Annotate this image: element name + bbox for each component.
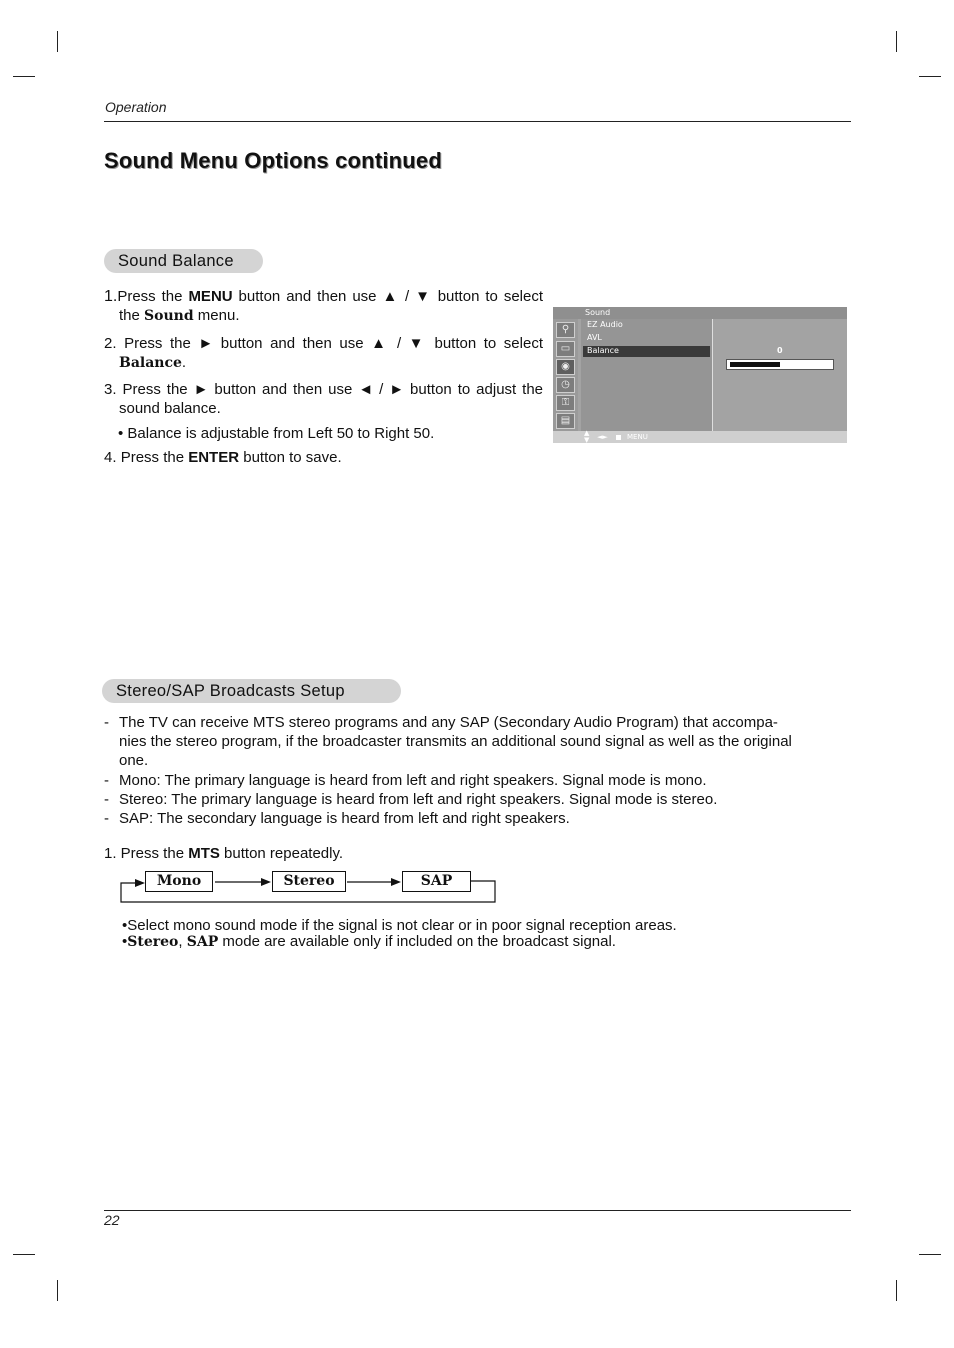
osd-balance-bar-fill — [730, 362, 780, 367]
mode-item-mono: - Mono: The primary language is heard from left and right speakers. Signal mode is mono. — [104, 772, 707, 789]
osd-title: Sound — [585, 308, 611, 317]
crop-mark — [13, 1254, 35, 1255]
intro-line: nies the stereo program, if the broadcaster transmits an additional sound signal as well as the original — [119, 733, 792, 750]
flow-stereo: Stereo — [272, 871, 346, 892]
balance-step-2: 2. Press the ► button and then use ▲ / ▼ button to select Balance. — [104, 335, 543, 371]
header-rule — [104, 121, 851, 122]
osd-footer — [553, 431, 847, 443]
crop-mark — [896, 31, 897, 52]
mts-step-1: 1. Press the MTS button repeatedly. — [104, 845, 344, 862]
picture-icon: ▭ — [556, 341, 575, 357]
osd-item-ez-audio: EZ Audio — [587, 320, 623, 329]
stereo-sap-label: Stereo/SAP Broadcasts Setup — [102, 679, 401, 703]
menu-square-icon — [616, 435, 621, 440]
stereo-sap-intro — [104, 713, 851, 770]
sound-balance-label: Sound Balance — [104, 249, 263, 273]
osd-balance-value: 0 — [777, 346, 783, 355]
mts-note-2: •Stereo, SAP mode are available only if included on the broadcast signal. — [122, 933, 616, 950]
crop-mark — [919, 1254, 941, 1255]
speaker-icon: ◉ — [556, 359, 575, 375]
arrow-head — [261, 878, 271, 886]
crop-mark — [57, 1280, 58, 1301]
osd-divider — [712, 319, 713, 431]
osd-footer-menu: MENU — [627, 433, 648, 441]
intro-dash: - — [104, 714, 109, 731]
footer-rule — [104, 1210, 851, 1211]
option-icon: ▤ — [556, 413, 575, 429]
intro-line: one. — [119, 752, 149, 769]
balance-note: • Balance is adjustable from Left 50 to Right 50. — [118, 425, 435, 442]
lock-icon: ⚿ — [556, 395, 575, 411]
flow-sap: SAP — [402, 871, 471, 892]
tv-sound-menu-screenshot — [553, 307, 847, 443]
arrow-head — [391, 878, 401, 886]
leftright-arrows-icon: ◄► — [597, 433, 608, 441]
crop-mark — [13, 76, 35, 77]
page-title: Sound Menu Options continued — [104, 148, 443, 173]
flow-mono: Mono — [145, 871, 213, 892]
osd-item-balance: Balance — [587, 346, 619, 355]
osd-title-bar — [553, 307, 847, 319]
balance-step-1: 1.Press the MENU button and then use ▲ / ▼ button to select the Sound menu. — [104, 288, 544, 324]
crop-mark — [57, 31, 58, 52]
section-header: Operation — [105, 99, 167, 115]
osd-balance-bar — [726, 359, 834, 370]
antenna-icon: ⚲ — [556, 322, 575, 338]
mode-item-sap: - SAP: The secondary language is heard from left and right speakers. — [104, 810, 570, 827]
balance-step-4: 4. Press the ENTER button to save. — [104, 449, 342, 466]
arrow-into-mono — [135, 879, 145, 887]
crop-mark — [919, 76, 941, 77]
osd-item-avl: AVL — [587, 333, 602, 342]
mts-note-1: •Select mono sound mode if the signal is not clear or in poor signal reception areas. — [122, 917, 677, 934]
page-number: 22 — [104, 1212, 120, 1228]
balance-step-3: 3. Press the ► button and then use ◄ / ► button to adjust the sound balance. — [104, 381, 544, 417]
intro-line: The TV can receive MTS stereo programs and any SAP (Secondary Audio Program) that accompa- — [119, 714, 778, 731]
mode-item-stereo: - Stereo: The primary language is heard from left and right speakers. Signal mode is stereo. — [104, 791, 718, 808]
crop-mark — [896, 1280, 897, 1301]
clock-icon: ◷ — [556, 377, 575, 393]
updown-arrows-icon: ▲ ▼ — [584, 429, 590, 444]
